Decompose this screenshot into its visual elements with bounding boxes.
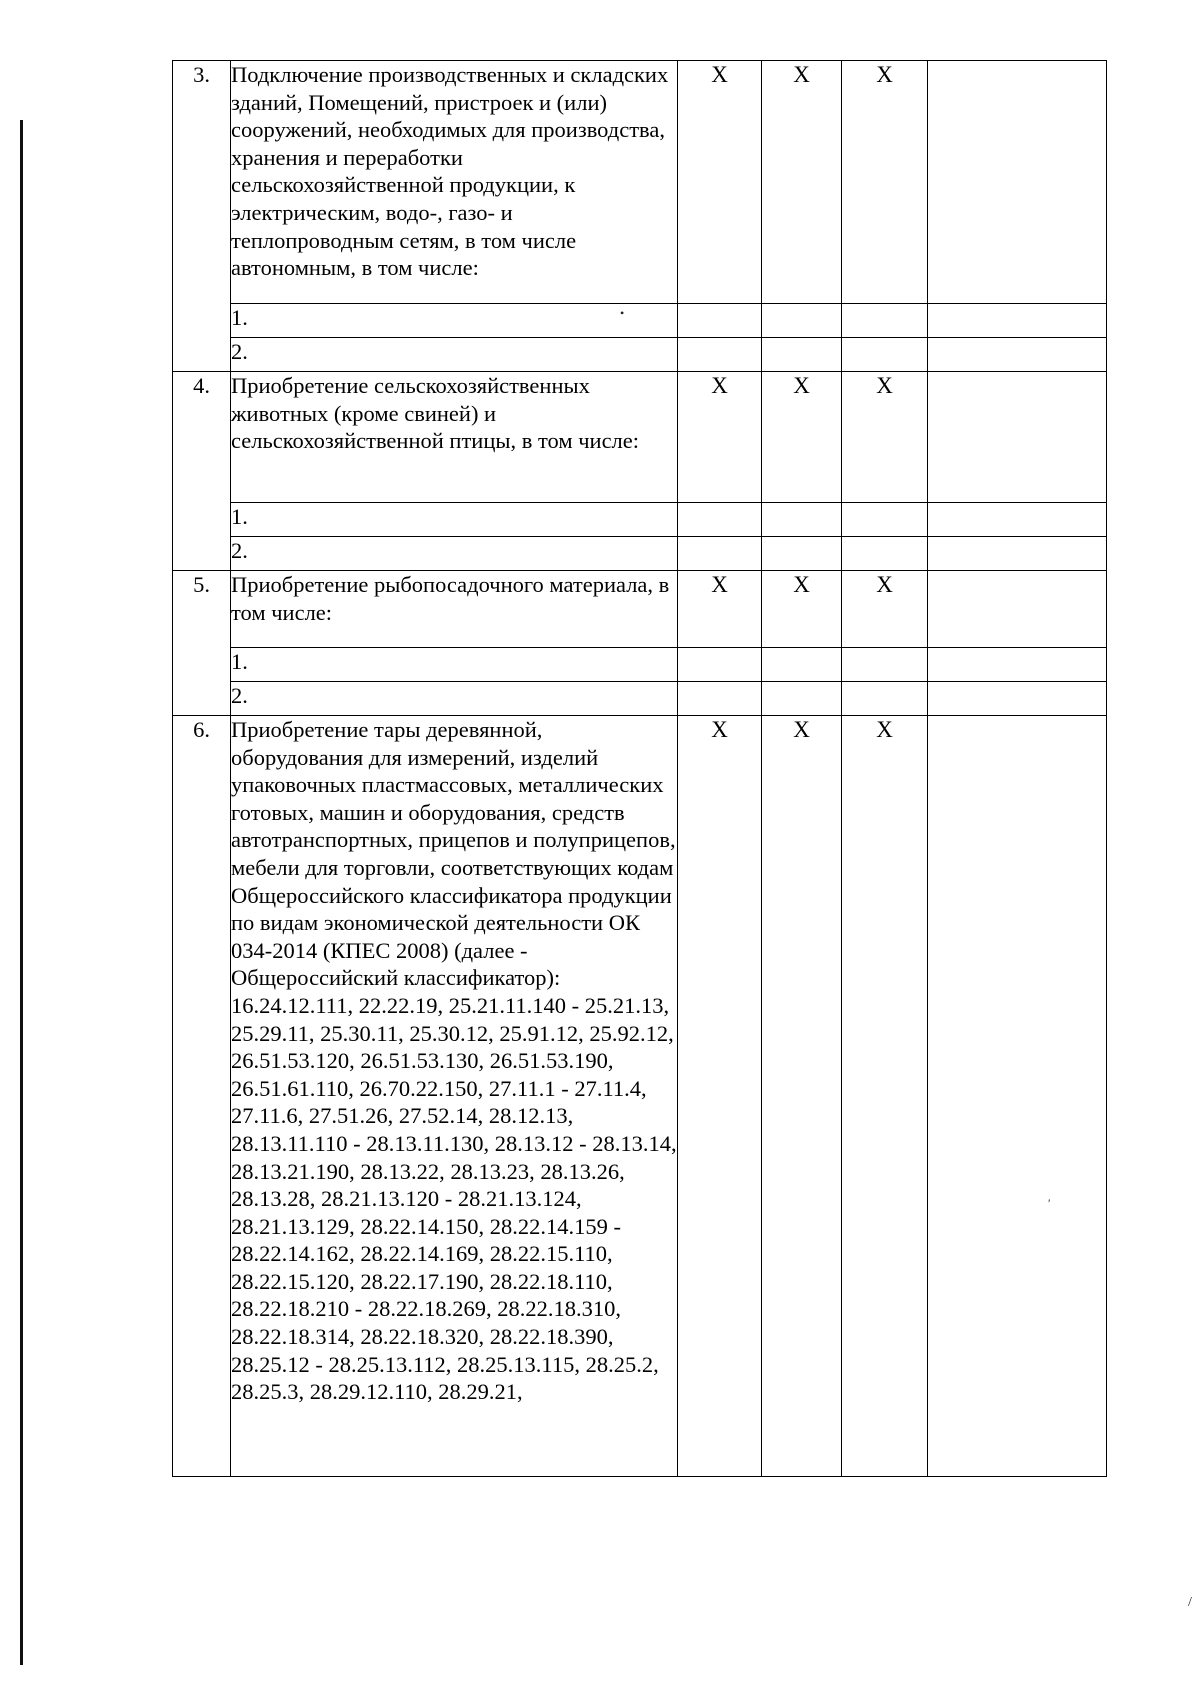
table-row [173, 503, 1107, 537]
x-mark-cell: X [762, 716, 842, 1477]
table-row [173, 372, 1107, 503]
x-mark-cell: X [842, 571, 928, 648]
sub-item-number: 1. [231, 304, 678, 338]
x-mark-cell: X [678, 372, 762, 503]
empty-cell [842, 648, 928, 682]
x-mark-cell: X [762, 372, 842, 503]
x-mark-cell: X [678, 716, 762, 1477]
empty-cell [678, 537, 762, 571]
empty-cell [678, 648, 762, 682]
empty-cell [842, 338, 928, 372]
empty-cell [678, 304, 762, 338]
empty-cell [928, 682, 1107, 716]
empty-cell [928, 338, 1107, 372]
scan-speck: • [620, 306, 625, 320]
empty-cell [762, 304, 842, 338]
sub-item-number: 2. [231, 537, 678, 571]
x-mark-cell: X [762, 571, 842, 648]
scan-border-line [20, 120, 23, 1665]
sub-item-number: 1. [231, 648, 678, 682]
empty-cell [928, 304, 1107, 338]
empty-cell [678, 503, 762, 537]
x-mark-cell: X [842, 372, 928, 503]
table-row [173, 571, 1107, 648]
empty-cell [928, 372, 1107, 503]
empty-cell [928, 648, 1107, 682]
row-description: Приобретение сельскохозяйственных животных (кроме свиней) и сельскохозяйственной птицы, в том числе: [231, 372, 678, 503]
empty-cell [928, 503, 1107, 537]
empty-cell [842, 537, 928, 571]
row-number: 6. [173, 716, 231, 1477]
empty-cell [928, 61, 1107, 304]
sub-item-number: 2. [231, 338, 678, 372]
empty-cell [928, 537, 1107, 571]
empty-cell [762, 682, 842, 716]
x-mark-cell: X [678, 61, 762, 304]
scan-speck: ′ [1048, 1196, 1051, 1210]
x-mark-cell: X [762, 61, 842, 304]
x-mark-cell: X [842, 61, 928, 304]
row-description: Приобретение рыбопосадочного материала, в том числе: [231, 571, 678, 648]
x-mark-cell: X [678, 571, 762, 648]
scan-speck: / [1188, 1595, 1192, 1610]
table-row [173, 304, 1107, 338]
document-table [172, 60, 1107, 1477]
row-description: Приобретение тары деревянной, оборудования для измерений, изделий упаковочных пластмассовых, металлических готовых, машин и оборудования, средств автотранспортных, прицепов и полуприцепов, мебели для торговли, соответствующих кодам Общероссийского классификатора продукции по видам экономической деятельности ОК 034-2014 (КПЕС 2008) (далее - Общероссийский классификатор): 16.24.12.111, 22.22.19, 25.21.11.140 - 25.21.13, 25.29.11, 25.30.11, 25.30.12, 25.91.12, 25.92.12, 26.51.53.120, 26.51.53.130, 26.51.53.190, 26.51.61.110, 26.70.22.150, 27.11.1 - 27.11.4, 27.11.6, 27.51.26, 27.52.14, 28.12.13, 28.13.11.110 - 28.13.11.130, 28.13.12 - 28.13.14, 28.13.21.190, 28.13.22, 28.13.23, 28.13.26, 28.13.28, 28.21.13.120 - 28.21.13.124, 28.21.13.129, 28.22.14.150, 28.22.14.159 - 28.22.14.162, 28.22.14.169, 28.22.15.110, 28.22.15.120, 28.22.17.190, 28.22.18.110, 28.22.18.210 - 28.22.18.269, 28.22.18.310, 28.22.18.314, 28.22.18.320, 28.22.18.390, 28.25.12 - 28.25.13.112, 28.25.13.115, 28.25.2, 28.25.3, 28.29.12.110, 28.29.21, [231, 716, 678, 1477]
table-row [173, 716, 1107, 1477]
empty-cell [762, 648, 842, 682]
row-number: 3. [173, 61, 231, 372]
empty-cell [842, 304, 928, 338]
row-description: Подключение производственных и складских зданий, Помещений, пристроек и (или) сооружений, необходимых для производства, хранения и переработки сельскохозяйственной продукции, к электрическим, водо-, газо- и теплопроводным сетям, в том числе автономным, в том числе: [231, 61, 678, 304]
table-row [173, 682, 1107, 716]
empty-cell [842, 503, 928, 537]
empty-cell [762, 338, 842, 372]
table-row [173, 648, 1107, 682]
empty-cell [762, 503, 842, 537]
row-number: 4. [173, 372, 231, 571]
empty-cell [928, 571, 1107, 648]
table-row [173, 338, 1107, 372]
empty-cell [762, 537, 842, 571]
row-number: 5. [173, 571, 231, 716]
sub-item-number: 2. [231, 682, 678, 716]
table-row [173, 537, 1107, 571]
table-row [173, 61, 1107, 304]
empty-cell [678, 338, 762, 372]
empty-cell [928, 716, 1107, 1477]
sub-item-number: 1. [231, 503, 678, 537]
x-mark-cell: X [842, 716, 928, 1477]
empty-cell [678, 682, 762, 716]
empty-cell [842, 682, 928, 716]
